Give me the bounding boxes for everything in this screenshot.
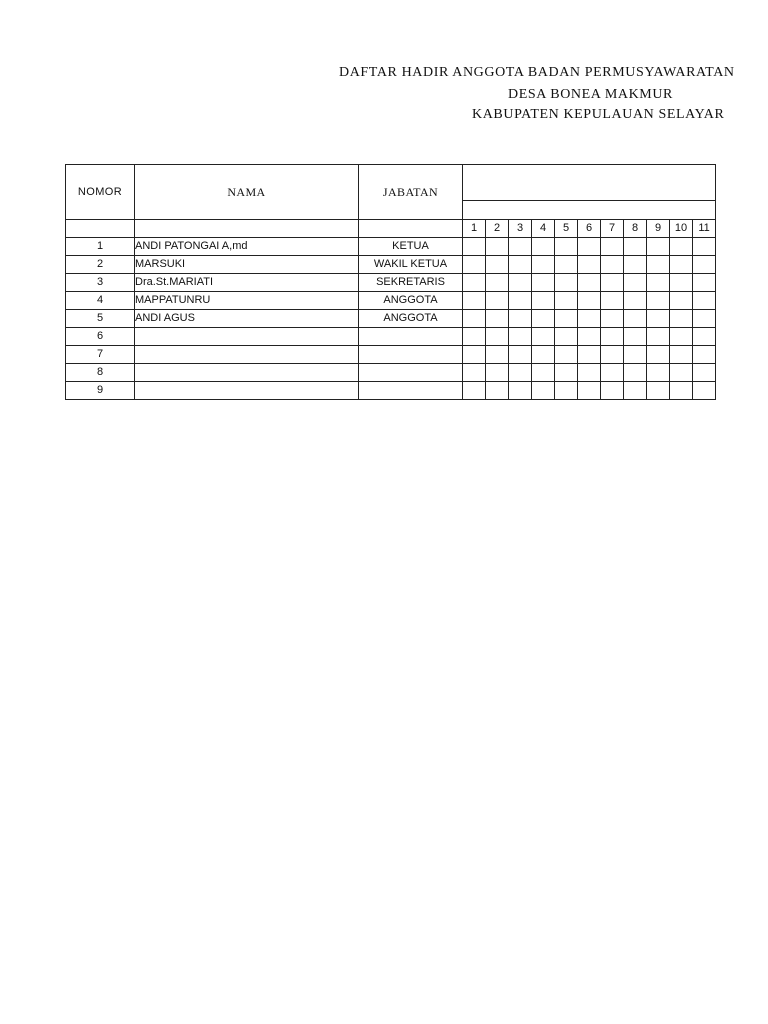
member-name	[135, 364, 359, 382]
attendance-cell	[670, 328, 693, 346]
member-position	[359, 328, 463, 346]
attendance-cell	[647, 310, 670, 328]
attendance-cell	[486, 328, 509, 346]
attendance-cell	[486, 238, 509, 256]
attendance-cell	[509, 274, 532, 292]
attendance-cell	[578, 382, 601, 400]
meeting-number: 11	[693, 220, 716, 238]
meeting-number: 10	[670, 220, 693, 238]
attendance-cell	[693, 292, 716, 310]
row-number: 7	[66, 346, 135, 364]
member-name	[135, 328, 359, 346]
attendance-cell	[693, 238, 716, 256]
attendance-cell	[693, 346, 716, 364]
member-position: SEKRETARIS	[359, 274, 463, 292]
attendance-cell	[463, 310, 486, 328]
attendance-cell	[509, 238, 532, 256]
row-number: 3	[66, 274, 135, 292]
meeting-number: 2	[486, 220, 509, 238]
attendance-cell	[578, 346, 601, 364]
attendance-cell	[463, 256, 486, 274]
attendance-cell	[624, 238, 647, 256]
attendance-cell	[601, 274, 624, 292]
regency-title: KABUPATEN KEPULAUAN SELAYAR	[472, 107, 725, 122]
meeting-number: 9	[647, 220, 670, 238]
attendance-cell	[624, 382, 647, 400]
attendance-cell	[463, 274, 486, 292]
member-position: ANGGOTA	[359, 310, 463, 328]
attendance-cell	[693, 382, 716, 400]
member-name	[135, 382, 359, 400]
attendance-cell	[647, 382, 670, 400]
attendance-cell	[647, 238, 670, 256]
attendance-cell	[624, 292, 647, 310]
village-title: DESA BONEA MAKMUR	[508, 87, 673, 102]
meeting-number: 5	[555, 220, 578, 238]
meeting-header-blank	[463, 165, 716, 201]
attendance-cell	[647, 328, 670, 346]
member-position	[359, 364, 463, 382]
member-position: WAKIL KETUA	[359, 256, 463, 274]
attendance-cell	[578, 364, 601, 382]
table-row	[66, 238, 716, 256]
attendance-cell	[647, 256, 670, 274]
row-number: 1	[66, 238, 135, 256]
attendance-cell	[555, 346, 578, 364]
attendance-cell	[509, 256, 532, 274]
attendance-cell	[601, 328, 624, 346]
attendance-cell	[555, 382, 578, 400]
attendance-cell	[509, 346, 532, 364]
attendance-cell	[486, 256, 509, 274]
attendance-cell	[647, 292, 670, 310]
attendance-cell	[601, 310, 624, 328]
meeting-number: 4	[532, 220, 555, 238]
attendance-cell	[486, 364, 509, 382]
attendance-cell	[670, 364, 693, 382]
meeting-number: 7	[601, 220, 624, 238]
attendance-cell	[486, 274, 509, 292]
attendance-cell	[647, 364, 670, 382]
attendance-cell	[509, 310, 532, 328]
attendance-cell	[555, 256, 578, 274]
member-position	[359, 382, 463, 400]
attendance-cell	[601, 292, 624, 310]
table-row	[66, 346, 716, 364]
member-position: KETUA	[359, 238, 463, 256]
blank-cell	[359, 220, 463, 238]
member-name: MARSUKI	[135, 256, 359, 274]
attendance-cell	[578, 274, 601, 292]
attendance-cell	[670, 346, 693, 364]
row-number: 4	[66, 292, 135, 310]
attendance-cell	[601, 364, 624, 382]
document-title: DAFTAR HADIR ANGGOTA BADAN PERMUSYAWARATAN	[339, 65, 735, 80]
table-row	[66, 292, 716, 310]
attendance-cell	[555, 238, 578, 256]
header-jabatan: JABATAN	[359, 165, 463, 220]
attendance-cell	[463, 364, 486, 382]
table-row	[66, 310, 716, 328]
attendance-cell	[555, 274, 578, 292]
member-name	[135, 346, 359, 364]
attendance-cell	[463, 328, 486, 346]
attendance-cell	[532, 274, 555, 292]
attendance-cell	[532, 364, 555, 382]
attendance-cell	[601, 256, 624, 274]
attendance-cell	[555, 364, 578, 382]
meeting-number: 3	[509, 220, 532, 238]
header-nomor: NOMOR	[66, 165, 135, 220]
attendance-cell	[693, 274, 716, 292]
meeting-number-row	[66, 220, 716, 238]
header-nama: NAMA	[135, 165, 359, 220]
attendance-cell	[463, 292, 486, 310]
attendance-cell	[670, 238, 693, 256]
attendance-cell	[670, 310, 693, 328]
attendance-cell	[693, 364, 716, 382]
attendance-cell	[578, 256, 601, 274]
attendance-cell	[647, 274, 670, 292]
attendance-cell	[486, 292, 509, 310]
row-number: 5	[66, 310, 135, 328]
attendance-cell	[463, 382, 486, 400]
attendance-cell	[509, 328, 532, 346]
table-row	[66, 382, 716, 400]
attendance-cell	[647, 346, 670, 364]
attendance-cell	[532, 292, 555, 310]
attendance-cell	[486, 346, 509, 364]
attendance-cell	[624, 274, 647, 292]
attendance-cell	[532, 310, 555, 328]
header-row	[66, 165, 716, 201]
member-name: ANDI PATONGAI A,md	[135, 238, 359, 256]
attendance-cell	[693, 256, 716, 274]
table-row	[66, 274, 716, 292]
attendance-cell	[670, 292, 693, 310]
attendance-table	[65, 164, 716, 400]
member-name: ANDI AGUS	[135, 310, 359, 328]
attendance-cell	[555, 292, 578, 310]
attendance-cell	[693, 310, 716, 328]
attendance-cell	[532, 346, 555, 364]
meeting-header-band	[463, 200, 716, 219]
table-row	[66, 256, 716, 274]
member-name: MAPPATUNRU	[135, 292, 359, 310]
attendance-cell	[509, 364, 532, 382]
attendance-cell	[670, 274, 693, 292]
row-number: 6	[66, 328, 135, 346]
attendance-cell	[601, 382, 624, 400]
attendance-cell	[624, 310, 647, 328]
attendance-cell	[578, 292, 601, 310]
meeting-number: 8	[624, 220, 647, 238]
attendance-cell	[578, 238, 601, 256]
blank-cell	[135, 220, 359, 238]
attendance-cell	[509, 382, 532, 400]
attendance-cell	[624, 364, 647, 382]
attendance-cell	[532, 328, 555, 346]
attendance-cell	[601, 238, 624, 256]
attendance-cell	[624, 328, 647, 346]
attendance-cell	[532, 256, 555, 274]
member-position: ANGGOTA	[359, 292, 463, 310]
attendance-cell	[463, 346, 486, 364]
table-row	[66, 364, 716, 382]
attendance-cell	[509, 292, 532, 310]
row-number: 8	[66, 364, 135, 382]
attendance-cell	[601, 346, 624, 364]
row-number: 2	[66, 256, 135, 274]
attendance-cell	[486, 382, 509, 400]
meeting-number: 6	[578, 220, 601, 238]
attendance-cell	[670, 256, 693, 274]
attendance-cell	[555, 310, 578, 328]
row-number: 9	[66, 382, 135, 400]
meeting-number: 1	[463, 220, 486, 238]
member-name: Dra.St.MARIATI	[135, 274, 359, 292]
attendance-cell	[532, 382, 555, 400]
attendance-cell	[578, 328, 601, 346]
blank-cell	[66, 220, 135, 238]
attendance-cell	[693, 328, 716, 346]
member-position	[359, 346, 463, 364]
table-row	[66, 328, 716, 346]
attendance-cell	[624, 256, 647, 274]
attendance-cell	[532, 238, 555, 256]
attendance-cell	[624, 346, 647, 364]
attendance-cell	[555, 328, 578, 346]
attendance-cell	[486, 310, 509, 328]
attendance-cell	[670, 382, 693, 400]
attendance-cell	[463, 238, 486, 256]
attendance-cell	[578, 310, 601, 328]
